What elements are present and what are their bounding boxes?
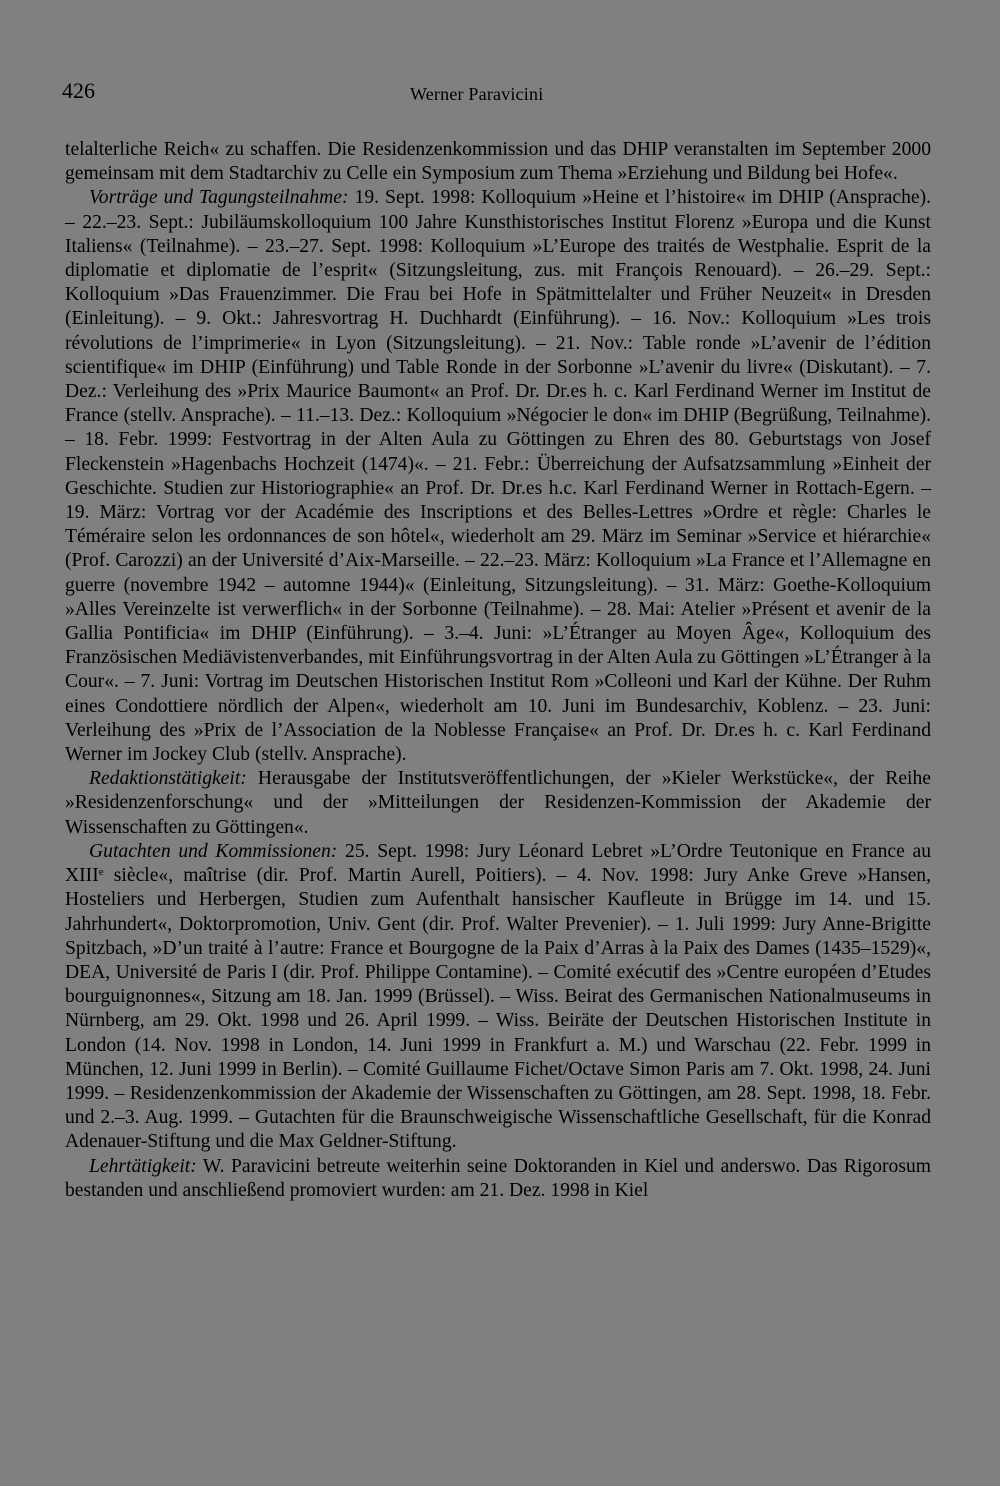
section-label: Gutachten und Kommissionen: [89,840,338,862]
paragraph-text: telalterliche Reich« zu schaffen. Die Residenzenkommission und das DHIP veranstalten im September 2000 gemeinsam mit dem Stadtarchiv zu Celle ein Symposium zum Thema »Erziehung und Bildung bei Hofe«. [65,139,931,185]
paragraph-text: siècle«, maîtrise (dir. Prof. Martin Aurell, Poitiers). – 4. Nov. 1998: Jury Anke Greve »Hansen, Hosteliers und Herbergen, Studien zum Aufenthalt hansischer Kaufleute in Brügge im 14. und 15. Jahrhundert«, Doktorpromotion, Univ. Gent (dir. Prof. Walter Prevenier). – 1. Juli 1999: Jury Anne-Brigitte Spitzbach, »D’un traité à l’autre: France et Bourgogne de la Paix d’Arras à la Paix des Dames (1435–1529)«, DEA, Université de Paris I (dir. Prof. Philippe Contamine). – Comité exécutif des »Centre européen d’Etudes bourguignonnes«, Sitzung am 18. Jan. 1999 (Brüssel). – Wiss. Beirat des Germanischen Nationalmuseums in Nürnberg, am 29. Okt. 1998 und 26. April 1999. – Wiss. Beiräte der Deutschen Historischen Institute in London (14. Nov. 1998 in London, 14. Juni 1999 in Frankfurt a. M.) und Warschau (22. Febr. 1999 in München, 12. Juni 1999 in Berlin). – Comité Guillaume Fichet/Octave Simon Paris am 7. Okt. 1998, 24. Juni 1999. – Residenzenkommission der Akademie der Wissenschaften zu Göttingen, am 28. Sept. 1998, 18. Febr. und 2.–3. Aug. 1999. – Gutachten für die Braunschweigische Wissenschaftliche Gesellschaft, für die Konrad Adenauer-Stiftung und die Max Geldner-Stiftung. [65,865,931,1153]
paragraph-continuation [65,138,931,186]
paragraph-lehre [65,1155,931,1203]
section-label: Redaktionstätigkeit: [89,768,247,790]
running-head: Werner Paravicini [410,84,544,104]
paragraph-vortraege [65,186,931,767]
paragraph-redaktion [65,767,931,840]
paragraph-text: 25. Sept. 1998: Jury Léonard Lebret »L’Ordre Teutonique en France au XIII [65,840,931,887]
paragraph-text: W. Paravicini betreute weiterhin seine Doktoranden in Kiel und anderswo. Das Rigorosum bestanden und anschließend promoviert wurden: am 21. Dez. 1998 in Kiel [65,1155,931,1201]
page-number: 426 [62,78,95,103]
body-text [65,138,931,1203]
section-label: Vorträge und Tagungsteilnahme: [89,187,349,209]
page-header [62,78,932,112]
section-label: Lehrtätigkeit: [89,1155,197,1177]
paragraph-text: Herausgabe der Institutsveröffentlichungen, der »Kieler Werkstücke«, der Reihe »Residenzenforschung« und der »Mitteilungen der Residenzen-Kommission der Akademie der Wissenschaften zu Göttingen«. [65,768,931,838]
paragraph-gutachten [65,840,931,1155]
superscript: e [98,866,104,879]
paragraph-text: 19. Sept. 1998: Kolloquium »Heine et l’histoire« im DHIP (Ansprache). – 22.–23. Sept.: Jubiläumskolloquium 100 Jahre Kunsthistorisches Institut Florenz »Europa und die Kunst Italiens« (Teilnahme). – 23.–27. Sept. 1998: Kolloquium »L’Europe des traités de Westphalie. Esprit de la diplomatie et diplomatie de l’esprit« (Sitzungsleitung, zus. mit François Renouard). – 26.–29. Sept.: Kolloquium »Das Frauenzimmer. Die Frau bei Hofe in Spätmittelalter und Früher Neuzeit« in Dresden (Einleitung). – 9. Okt.: Jahresvortrag H. Duchhardt (Einführung). – 16. Nov.: Kolloquium »Les trois révolutions de l’imprimerie« in Lyon (Sitzungsleitung). – 21. Nov.: Table ronde »L’avenir de l’édition scientifique« im DHIP (Einführung) und Table Ronde in der Sorbonne »L’avenir du livre« (Diskutant). – 7. Dez.: Verleihung des »Prix Maurice Baumont« an Prof. Dr. Dr.es h. c. Karl Ferdinand Werner im Institut de France (stellv. Ansprache). – 11.–13. Dez.: Kolloquium »Négocier le don« im DHIP (Begrüßung, Teilnahme). – 18. Febr. 1999: Festvortrag in der Alten Aula zu Göttingen zu Ehren des 80. Geburtstags von Josef Fleckenstein »Hagenbachs Hochzeit (1474)«. – 21. Febr.: Überreichung der Aufsatzsammlung »Einheit der Geschichte. Studien zur Historiographie« an Prof. Dr. Dr.es h.c. Karl Ferdinand Werner in Rottach-Egern. – 19. März: Vortrag vor der Académie des Inscriptions et des Belles-Lettres »Ordre et règle: Charles le Téméraire selon les ordonnances de son hôtel«, wiederholt am 29. März im Seminar »Service et hiérarchie« (Prof. Carozzi) an der Université d’Aix-Marseille. – 22.–23. März: Kolloquium »La France et l’Allemagne en guerre (novembre 1942 – automne 1944)« (Einleitung, Sitzungsleitung). – 31. März: Goethe-Kolloquium »Alles Vereinzelte ist verwerflich« in der Sorbonne (Teilnahme). – 28. Mai: Atelier »Présent et avenir de la Gallia Pontificia« im DHIP (Einführung). – 3.–4. Juni: »L’Étranger au Moyen Âge«, Kolloquium des Französischen Mediävistenverbandes, mit Einführungsvortrag in der Alten Aula zu Göttingen »L’Étranger à la Cour«. – 7. Juni: Vortrag im Deutschen Historischen Institut Rom »Colleoni und Karl der Kühne. Der Ruhm eines Condottiere nördlich der Alpen«, wiederholt am 10. Juni im Bundesarchiv, Koblenz. – 23. Juni: Verleihung des »Prix de l’Association de la Noblesse Française« an Prof. Dr. Dr.es h. c. Karl Ferdinand Werner im Jockey Club (stellv. Ansprache). [65,187,931,766]
